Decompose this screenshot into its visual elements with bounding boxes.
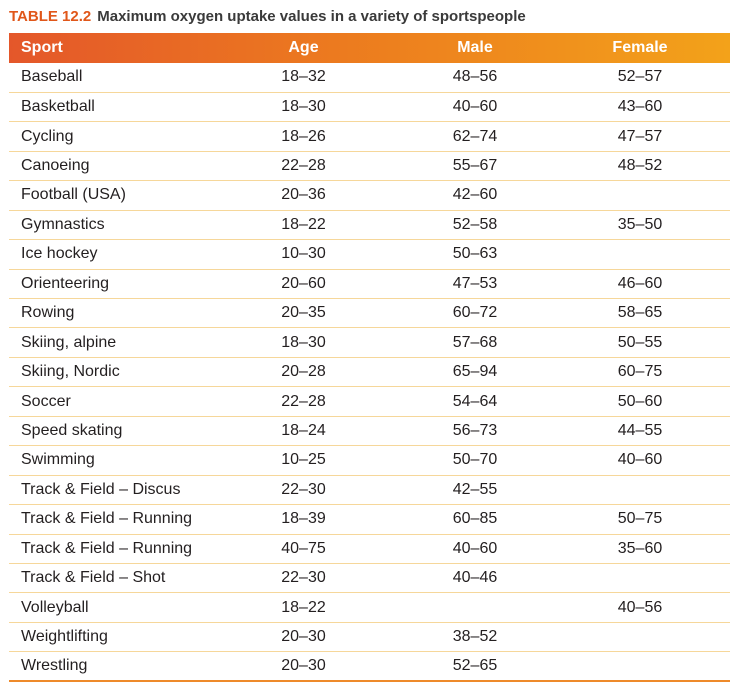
cell-age: 20–36 xyxy=(207,181,400,210)
header-age: Age xyxy=(288,39,319,56)
table-row xyxy=(9,151,730,180)
cell-male: 40–46 xyxy=(400,563,550,592)
cell-sport: Weightlifting xyxy=(9,622,207,651)
table-row xyxy=(9,210,730,239)
cell-age: 22–28 xyxy=(207,151,400,180)
cell-age: 22–28 xyxy=(207,387,400,416)
table-row xyxy=(9,416,730,445)
cell-sport: Volleyball xyxy=(9,593,207,622)
cell-male: 52–65 xyxy=(400,652,550,681)
cell-male: 47–53 xyxy=(400,269,550,298)
cell-sport: Track & Field – Shot xyxy=(9,563,207,592)
cell-male: 40–60 xyxy=(400,92,550,121)
cell-sport: Wrestling xyxy=(9,652,207,681)
cell-sport: Track & Field – Discus xyxy=(9,475,207,504)
cell-male: 42–55 xyxy=(400,475,550,504)
table-body xyxy=(9,63,730,681)
cell-male: 48–56 xyxy=(400,63,550,92)
table-row xyxy=(9,299,730,328)
cell-age: 20–30 xyxy=(207,652,400,681)
cell-male: 52–58 xyxy=(400,210,550,239)
cell-age: 10–30 xyxy=(207,240,400,269)
cell-female xyxy=(550,652,730,681)
cell-age: 18–32 xyxy=(207,63,400,92)
cell-sport: Cycling xyxy=(9,122,207,151)
cell-female: 60–75 xyxy=(550,357,730,386)
table-row xyxy=(9,387,730,416)
table-row xyxy=(9,357,730,386)
cell-sport: Speed skating xyxy=(9,416,207,445)
cell-female xyxy=(550,240,730,269)
cell-male: 55–67 xyxy=(400,151,550,180)
table-number: TABLE 12.2 xyxy=(9,8,92,25)
table-row xyxy=(9,63,730,92)
table-header xyxy=(9,33,730,63)
table-row xyxy=(9,122,730,151)
table-title: Maximum oxygen uptake values in a variety of sportspeople xyxy=(97,8,526,25)
cell-sport: Baseball xyxy=(9,63,207,92)
cell-female: 50–75 xyxy=(550,505,730,534)
cell-female: 52–57 xyxy=(550,63,730,92)
table-row xyxy=(9,446,730,475)
cell-female: 50–60 xyxy=(550,387,730,416)
cell-sport: Orienteering xyxy=(9,269,207,298)
header-row xyxy=(9,33,730,63)
cell-male: 57–68 xyxy=(400,328,550,357)
cell-sport: Canoeing xyxy=(9,151,207,180)
table-row xyxy=(9,240,730,269)
cell-male: 60–85 xyxy=(400,505,550,534)
table-caption xyxy=(9,6,526,28)
cell-male xyxy=(400,593,550,622)
cell-female: 50–55 xyxy=(550,328,730,357)
cell-female: 46–60 xyxy=(550,269,730,298)
header-sport: Sport xyxy=(21,39,63,56)
cell-sport: Soccer xyxy=(9,387,207,416)
cell-sport: Track & Field – Running xyxy=(9,505,207,534)
cell-sport: Skiing, Nordic xyxy=(9,357,207,386)
cell-male: 56–73 xyxy=(400,416,550,445)
cell-sport: Gymnastics xyxy=(9,210,207,239)
table-row xyxy=(9,563,730,592)
table-row xyxy=(9,475,730,504)
cell-age: 18–30 xyxy=(207,92,400,121)
cell-age: 18–24 xyxy=(207,416,400,445)
cell-female: 40–56 xyxy=(550,593,730,622)
cell-female xyxy=(550,181,730,210)
cell-sport: Swimming xyxy=(9,446,207,475)
table-row xyxy=(9,328,730,357)
table-row xyxy=(9,593,730,622)
cell-female: 47–57 xyxy=(550,122,730,151)
table-row xyxy=(9,92,730,121)
cell-male: 54–64 xyxy=(400,387,550,416)
cell-age: 22–30 xyxy=(207,475,400,504)
cell-age: 18–30 xyxy=(207,328,400,357)
cell-male: 38–52 xyxy=(400,622,550,651)
cell-age: 22–30 xyxy=(207,563,400,592)
cell-age: 20–28 xyxy=(207,357,400,386)
cell-male: 60–72 xyxy=(400,299,550,328)
cell-sport: Basketball xyxy=(9,92,207,121)
table-row xyxy=(9,181,730,210)
cell-age: 18–22 xyxy=(207,210,400,239)
cell-age: 20–30 xyxy=(207,622,400,651)
cell-female: 35–50 xyxy=(550,210,730,239)
table-row xyxy=(9,622,730,651)
cell-male: 42–60 xyxy=(400,181,550,210)
oxygen-uptake-table xyxy=(9,33,730,682)
cell-female xyxy=(550,622,730,651)
table-row xyxy=(9,652,730,681)
cell-female: 48–52 xyxy=(550,151,730,180)
cell-age: 20–60 xyxy=(207,269,400,298)
table-row xyxy=(9,505,730,534)
cell-female: 58–65 xyxy=(550,299,730,328)
cell-male: 40–60 xyxy=(400,534,550,563)
cell-female: 44–55 xyxy=(550,416,730,445)
cell-age: 10–25 xyxy=(207,446,400,475)
cell-age: 18–22 xyxy=(207,593,400,622)
header-male: Male xyxy=(457,39,493,56)
table-row xyxy=(9,269,730,298)
cell-male: 65–94 xyxy=(400,357,550,386)
cell-sport: Track & Field – Running xyxy=(9,534,207,563)
cell-female xyxy=(550,475,730,504)
cell-female: 35–60 xyxy=(550,534,730,563)
cell-female xyxy=(550,563,730,592)
cell-age: 40–75 xyxy=(207,534,400,563)
cell-sport: Skiing, alpine xyxy=(9,328,207,357)
cell-male: 50–63 xyxy=(400,240,550,269)
cell-sport: Ice hockey xyxy=(9,240,207,269)
cell-female: 43–60 xyxy=(550,92,730,121)
cell-sport: Football (USA) xyxy=(9,181,207,210)
cell-sport: Rowing xyxy=(9,299,207,328)
cell-male: 50–70 xyxy=(400,446,550,475)
cell-male: 62–74 xyxy=(400,122,550,151)
header-female: Female xyxy=(612,39,668,56)
table-row xyxy=(9,534,730,563)
cell-age: 18–39 xyxy=(207,505,400,534)
cell-age: 20–35 xyxy=(207,299,400,328)
cell-female: 40–60 xyxy=(550,446,730,475)
cell-age: 18–26 xyxy=(207,122,400,151)
